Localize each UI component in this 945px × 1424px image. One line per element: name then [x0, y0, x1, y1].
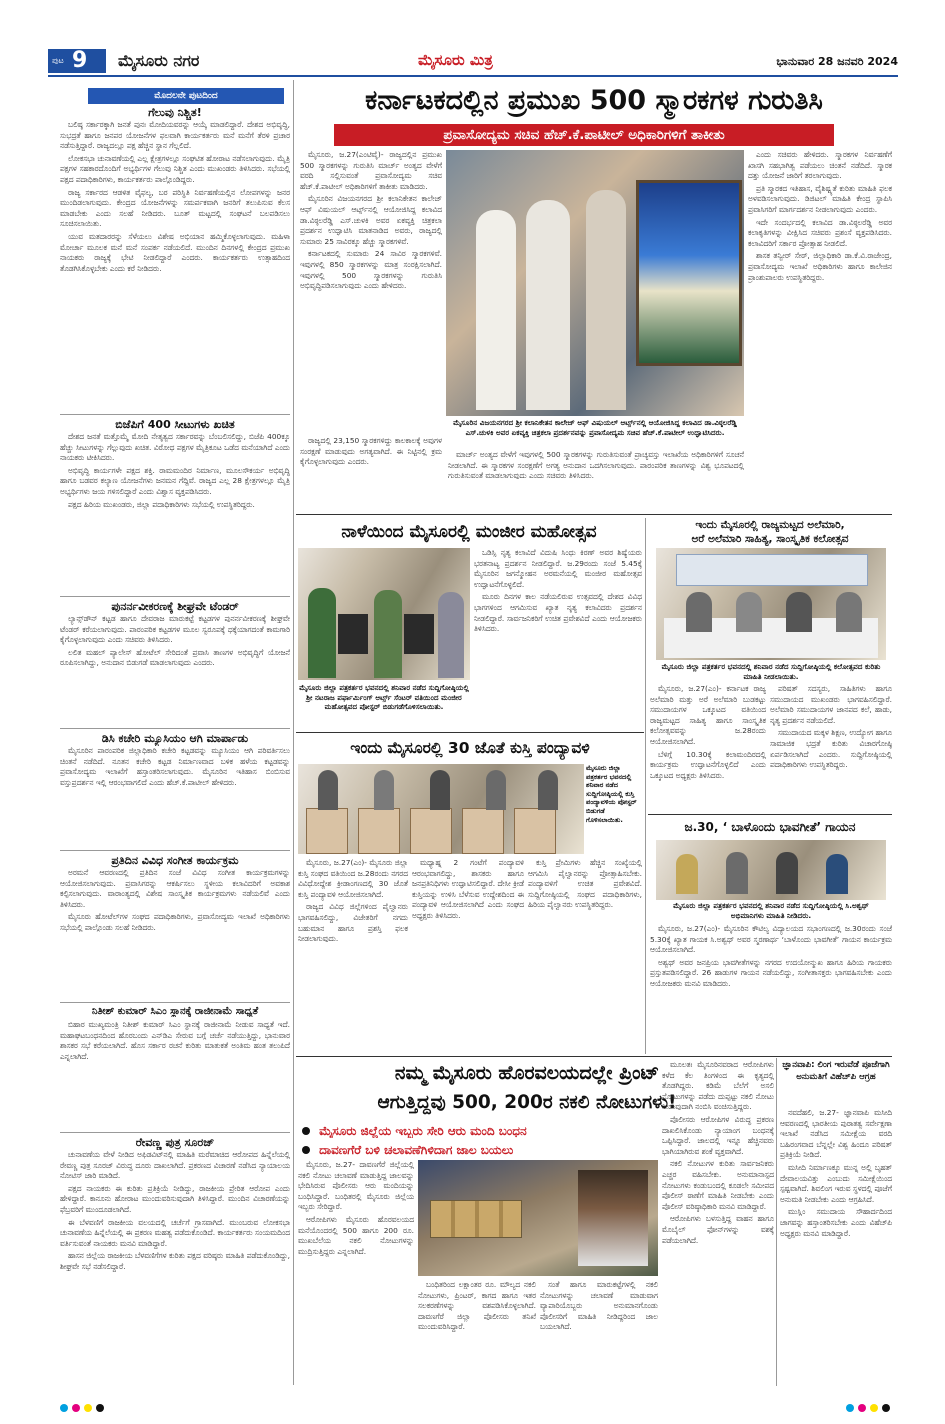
fake-notes-bullet2 [302, 1139, 658, 1157]
story-body: ಬಲಿಷ್ಠ ಸರ್ಕಾರಕ್ಕಾಗಿ ಜನತೆ ಪುನಃ ಮೋದಿಯವರನ್ನು ಆಯ್ಕೆ ಮಾಡಲಿದ್ದಾರೆ. ದೇಶದ ಅಭಿವೃದ್ಧಿ, ಸುಭದ್ರತೆ ಹಾಗೂ ಜನಪರ ಯೋಜನೆಗಳ ಫಲವಾಗಿ ಕಾರ್ಯಕರ್ತರು ಮನೆ ಮನೆಗೆ ತೆರಳಿ ಪ್ರಚಾರ ನಡೆಸುತ್ತಿದ್ದಾರೆ. ರಾಜ್ಯದಲ್ಲೂ ಪಕ್ಷ ಹೆಚ್ಚಿನ ಸ್ಥಾನ ಗೆಲ್ಲಲಿದೆ. ಲೋಕಸಭಾ ಚುನಾವಣೆಯಲ್ಲಿ ಎಲ್ಲ ಕ್ಷೇತ್ರಗಳಲ್ಲೂ ಸಂಘಟಿತ ಹೋರಾಟ ನಡೆಸಲಾಗುವುದು. ಮೈತ್ರಿ ಪಕ್ಷಗಳ ಸಹಕಾರದೊಂದಿಗೆ ಅಭ್ಯರ್ಥಿಗಳ ಗೆಲುವು ನಿಶ್ಚಿತ ಎಂದು ಮುಖಂಡರು ತಿಳಿಸಿದರು. ಸಭೆಯಲ್ಲಿ ಪಕ್ಷದ ಪದಾಧಿಕಾರಿಗಳು, ಕಾರ್ಯಕರ್ತರು ಪಾಲ್ಗೊಂಡಿದ್ದರು. ರಾಜ್ಯ ಸರ್ಕಾರದ ಆಡಳಿತ ವೈಫಲ್ಯ, ಬರ ಪರಿಸ್ಥಿತಿ ನಿರ್ವಹಣೆಯಲ್ಲಿನ ಲೋಪಗಳನ್ನು ಜನರ ಮುಂದಿಡಲಾಗುವುದು. ಕೇಂದ್ರದ ಯೋಜನೆಗಳನ್ನು ಸಮರ್ಪಕವಾಗಿ ಜನರಿಗೆ ತಲುಪಿಸುವ ಕೆಲಸ ಮಾಡಬೇಕು ಎಂದು ಸಲಹೆ ನೀಡಿದರು. ಬೂತ್ ಮಟ್ಟದಲ್ಲಿ ಸಂಘಟನೆ ಬಲಪಡಿಸಲು ಸೂಚಿಸಲಾಯಿತು. ಯುವ ಮತದಾರರನ್ನು ಸೆಳೆಯಲು ವಿಶೇಷ ಅಭಿಯಾನ ಹಮ್ಮಿಕೊಳ್ಳಲಾಗುವುದು. ಮಹಿಳಾ ಮೋರ್ಚಾ ಮೂಲಕ ಮನೆ ಮನೆ ಸಂಪರ್ಕ ನಡೆಯಲಿದೆ. ಮುಂದಿನ ದಿನಗಳಲ್ಲಿ ಕೇಂದ್ರದ ಪ್ರಮುಖ ನಾಯಕರು ರಾಜ್ಯಕ್ಕೆ ಭೇಟಿ ನೀಡಲಿದ್ದಾರೆ ಎಂದರು. ಕಾರ್ಯಕರ್ತರು ಉತ್ಸಾಹದಿಂದ ತೊಡಗಿಸಿಕೊಳ್ಳಬೇಕು ಎಂದು ಕರೆ ನೀಡಿದರು. [60, 120, 290, 273]
column-divider [645, 518, 646, 1054]
person-figure [374, 590, 402, 678]
bullet-text: ದಾವಣಗೆರೆ ಬಳಿ ಚಲಾವಣೆಗಿಳಿದಾಗ ಜಾಲ ಬಯಲು [319, 1143, 514, 1157]
person-figure [374, 770, 394, 810]
fake-notes-body-col1: ಮೈಸೂರು, ಜ.27- ದಾವಣಗೆರೆ ಜಿಲ್ಲೆಯಲ್ಲಿ ನಕಲಿ ನೋಟು ಚಲಾವಣೆ ಮಾಡುತ್ತಿದ್ದ ಜಾಲವನ್ನು ಭೇದಿಸಿರುವ ಪೊಲೀಸರು ಆರು ಮಂದಿಯನ್ನು ಬಂಧಿಸಿದ್ದಾರೆ. ಬಂಧಿತರಲ್ಲಿ ಮೈಸೂರು ಜಿಲ್ಲೆಯ ಇಬ್ಬರು ಸೇರಿದ್ದಾರೆ. ಆರೋಪಿಗಳು ಮೈಸೂರು ಹೊರವಲಯದ ಮನೆಯೊಂದರಲ್ಲಿ 500 ಹಾಗೂ 200 ರೂ. ಮುಖಬೆಲೆಯ ನಕಲಿ ನೋಟುಗಳನ್ನು ಮುದ್ರಿಸುತ್ತಿದ್ದರು ಎನ್ನಲಾಗಿದೆ. [298, 1160, 414, 1256]
accused-photo [578, 1170, 648, 1266]
alemari-body-col2: ಪರಿಷತ್ ಸದಸ್ಯರು, ಸಾಹಿತಿಗಳು ಹಾಗೂ ಸಮುದಾಯದ ಮುಖಂಡರು ಭಾಗವಹಿಸಲಿದ್ದಾರೆ. ಅಲೆಮಾರಿ ಸಮುದಾಯಗಳ ಜಾನಪದ ಕಲೆ, ಹಾಡು, ನೃತ್ಯ ಪ್ರದರ್ಶನ ನಡೆಯಲಿದೆ. ಸಮುದಾಯದ ಮಕ್ಕಳ ಶಿಕ್ಷಣ, ಉದ್ಯೋಗ ಹಾಗೂ ಸಾಮಾಜಿಕ ಭದ್ರತೆ ಕುರಿತು ವಿಚಾರಗೋಷ್ಠಿ ಏರ್ಪಡಿಸಲಾಗಿದೆ ಎಂದರು. ಸುದ್ದಿಗೋಷ್ಠಿಯಲ್ಲಿ ಪದಾಧಿಕಾರಿಗಳು ಉಪಸ್ಥಿತರಿದ್ದರು. [770, 684, 892, 770]
bhavageethe-caption: ಮೈಸೂರು ಜಿಲ್ಲಾ ಪತ್ರಕರ್ತರ ಭವನದಲ್ಲಿ ಶನಿವಾರ ನಡೆದ ಸುದ್ದಿಗೋಷ್ಠಿಯಲ್ಲಿ ಸಿ.ಅಶ್ವಥ್ ಅಭಿಮಾನಿಗಳು ಮಾಹಿತಿ ನೀಡಿದರು. [673, 901, 869, 920]
masthead [48, 47, 898, 77]
story-heading: ಡಿಸಿ ಕಚೇರಿ ಮ್ಯೂಸಿಯಂ ಆಗಿ ಮಾರ್ಪಾಡು [101, 732, 249, 745]
alemari-photo [656, 548, 886, 660]
person-figure [686, 592, 712, 632]
story-body: ಬಿಹಾರ ಮುಖ್ಯಮಂತ್ರಿ ನಿತೀಶ್ ಕುಮಾರ್ ಸಿಎಂ ಸ್ಥಾನಕ್ಕೆ ರಾಜೀನಾಮೆ ನೀಡುವ ಸಾಧ್ಯತೆ ಇದೆ. ಮಹಾಘಟಬಂಧನದಿಂದ ಹೊರಬಂದು ಎನ್‌ಡಿಎ ಸೇರುವ ಬಗ್ಗೆ ಚರ್ಚೆ ನಡೆಯುತ್ತಿದ್ದು, ಭಾನುವಾರ ಶಾಸಕರ ಸಭೆ ಕರೆಯಲಾಗಿದೆ. ಹೊಸ ಸರ್ಕಾರ ರಚನೆ ಕುರಿತು ಮಾತುಕತೆ ಅಂತಿಮ ಹಂತ ತಲುಪಿದೆ ಎನ್ನಲಾಗಿದೆ. [60, 1020, 290, 1061]
poster [462, 808, 504, 854]
story-heading: ಪುನರ್ನವೀಕರಣಕ್ಕೆ ಶೀಘ್ರವೇ ಟೆಂಡರ್ [111, 600, 239, 613]
person-figure [776, 852, 798, 894]
fake-notes-body-col4: ಮೂಲತಃ ಮೈಸೂರಿನವರಾದ ಆರೋಪಿಗಳು ಕಳೆದ ಕೆಲ ತಿಂಗಳಿಂದ ಈ ಕೃತ್ಯದಲ್ಲಿ ತೊಡಗಿದ್ದರು. ಕಡಿಮೆ ಬೆಲೆಗೆ ಅಸಲಿ ನೋಟುಗಳನ್ನು ಪಡೆದು ದುಪ್ಪಟ್ಟು ನಕಲಿ ನೋಟು ನೀಡುವುದಾಗಿ ನಂಬಿಸಿ ವಂಚಿಸುತ್ತಿದ್ದರು. ಪೊಲೀಸರು ಆರೋಪಿಗಳ ವಿರುದ್ಧ ಪ್ರಕರಣ ದಾಖಲಿಸಿಕೊಂಡು ನ್ಯಾಯಾಂಗ ಬಂಧನಕ್ಕೆ ಒಪ್ಪಿಸಿದ್ದಾರೆ. ಜಾಲದಲ್ಲಿ ಇನ್ನೂ ಹೆಚ್ಚಿನವರು ಭಾಗಿಯಾಗಿರುವ ಶಂಕೆ ವ್ಯಕ್ತವಾಗಿದೆ. ನಕಲಿ ನೋಟುಗಳ ಕುರಿತು ಸಾರ್ವಜನಿಕರು ಎಚ್ಚರ ವಹಿಸಬೇಕು. ಅನುಮಾನಾಸ್ಪದ ನೋಟುಗಳು ಕಂಡುಬಂದಲ್ಲಿ ಕೂಡಲೇ ಸಮೀಪದ ಪೊಲೀಸ್ ಠಾಣೆಗೆ ಮಾಹಿತಿ ನೀಡಬೇಕು ಎಂದು ಪೊಲೀಸ್ ವರಿಷ್ಠಾಧಿಕಾರಿ ಮನವಿ ಮಾಡಿದ್ದಾರೆ. ಆರೋಪಿಗಳು ಬಳಸುತ್ತಿದ್ದ ವಾಹನ ಹಾಗೂ ಮೊಬೈಲ್ ಫೋನ್‌ಗಳನ್ನು ವಶಕ್ಕೆ ಪಡೆಯಲಾಗಿದೆ. [662, 1060, 774, 1245]
lead-body-col1: ಮೈಸೂರು, ಜ.27(ಎಂಟಿವೈ)- ರಾಜ್ಯದಲ್ಲಿನ ಪ್ರಮುಖ 500 ಸ್ಮಾರಕಗಳನ್ನು ಗುರುತಿಸಿ ಮಾರ್ಚ್ ಅಂತ್ಯದ ವೇಳೆಗೆ ವರದಿ ಸಲ್ಲಿಸುವಂತೆ ಪ್ರವಾಸೋದ್ಯಮ ಸಚಿವ ಹೆಚ್.ಕೆ.ಪಾಟೀಲ್ ಅಧಿಕಾರಿಗಳಿಗೆ ತಾಕೀತು ಮಾಡಿದರು. ಮೈಸೂರಿನ ವಿಜಯನಗರದ ಶ್ರೀ ಕಲಾನಿಕೇತನ ಕಾಲೇಜ್ ಆಫ್ ವಿಷುಯಲ್ ಆರ್ಟ್ಸ್‌ನಲ್ಲಿ ಆಯೋಜಿಸಿದ್ದ ಕಲಾವಿದ ಡಾ.ವಿಠ್ಠಲರೆಡ್ಡಿ ಎಸ್.ಚುಳಕಿ ಅವರ ಏಕವ್ಯಕ್ತಿ ಚಿತ್ರಕಲಾ ಪ್ರದರ್ಶನ ಉದ್ಘಾಟಿಸಿ ಮಾತನಾಡಿದ ಅವರು, ರಾಜ್ಯದಲ್ಲಿ ಸುಮಾರು 25 ಸಾವಿರಕ್ಕೂ ಹೆಚ್ಚು ಸ್ಮಾರಕಗಳಿವೆ. ಕರ್ನಾಟಕದಲ್ಲಿ ಸುಮಾರು 24 ಸಾವಿರ ಸ್ಮಾರಕಗಳಿವೆ. ಇವುಗಳಲ್ಲಿ 850 ಸ್ಮಾರಕಗಳನ್ನು ಮಾತ್ರ ಸಂರಕ್ಷಿಸಲಾಗಿದೆ. ಇವುಗಳಲ್ಲಿ 500 ಸ್ಮಾರಕಗಳನ್ನು ಗುರುತಿಸಿ ಅಭಿವೃದ್ಧಿಪಡಿಸಲಾಗುವುದು ಎಂದು ಹೇಳಿದರು. [300, 150, 442, 291]
lead-subhead [334, 124, 834, 146]
fake-notes-headline-line2: ಆಗುತ್ತಿದ್ದವು 500, 200ರ ನಕಲಿ ನೋಟುಗಳು! [377, 1092, 677, 1113]
alemari-body-col1: ಮೈಸೂರು, ಜ.27(ಎಂ)- ಕರ್ನಾಟಕ ರಾಜ್ಯ ಅಲೆಮಾರಿ ಮತ್ತು ಅರೆ ಅಲೆಮಾರಿ ಬುಡಕಟ್ಟು ಸಮುದಾಯಗಳ ಒಕ್ಕೂಟದ ವತಿಯಿಂದ ರಾಜ್ಯಮಟ್ಟದ ಸಾಹಿತ್ಯ ಹಾಗೂ ಸಾಂಸ್ಕೃತಿಕ ಕಲೋತ್ಸವವನ್ನು ಜ.28ರಂದು ಆಯೋಜಿಸಲಾಗಿದೆ. ಬೆಳಿಗ್ಗೆ 10.30ಕ್ಕೆ ಕಲಾಮಂದಿರದಲ್ಲಿ ಕಾರ್ಯಕ್ರಮ ಉದ್ಘಾಟನೆಗೊಳ್ಳಲಿದೆ ಎಂದು ಒಕ್ಕೂಟದ ಅಧ್ಯಕ್ಷರು ತಿಳಿಸಿದರು. [650, 684, 766, 780]
poster [514, 808, 556, 854]
divider [60, 850, 290, 851]
person-figure [836, 592, 862, 632]
gyanvapi-body: ನವದೆಹಲಿ, ಜ.27- ಜ್ಞಾನವಾಪಿ ಮಸೀದಿ ಆವರಣದಲ್ಲಿ ಭಾರತೀಯ ಪುರಾತತ್ವ ಸರ್ವೇಕ್ಷಣಾ ಇಲಾಖೆ ನಡೆಸಿದ ಸಮೀಕ್ಷೆಯ ವರದಿ ಬಹಿರಂಗವಾದ ಬೆನ್ನಲ್ಲೇ ವಿಶ್ವ ಹಿಂದೂ ಪರಿಷತ್ ಪ್ರತಿಕ್ರಿಯೆ ನೀಡಿದೆ. ಮಸೀದಿ ನಿರ್ಮಾಣಕ್ಕೂ ಮುನ್ನ ಅಲ್ಲಿ ಬೃಹತ್ ದೇವಾಲಯವಿತ್ತು ಎಂಬುದು ಸಮೀಕ್ಷೆಯಿಂದ ಸ್ಪಷ್ಟವಾಗಿದೆ. ಶಿವಲಿಂಗ ಇರುವ ಸ್ಥಳದಲ್ಲಿ ಪೂಜೆಗೆ ಅನುಮತಿ ನೀಡಬೇಕು ಎಂದು ಆಗ್ರಹಿಸಿದೆ. ಮುಸ್ಲಿಂ ಸಮುದಾಯ ಸೌಹಾರ್ದದಿಂದ ಜಾಗವನ್ನು ಹಸ್ತಾಂತರಿಸಬೇಕು ಎಂದು ವಿಹೆಚ್‌ಪಿ ಅಧ್ಯಕ್ಷರು ಮನವಿ ಮಾಡಿದ್ದಾರೆ. [780, 1108, 892, 1238]
alemari-headline-line2: ಅರೆ ಅಲೆಮಾರಿ ಸಾಹಿತ್ಯ, ಸಾಂಸ್ಕೃತಿಕ ಕಲೋತ್ಸವ [691, 533, 849, 545]
left-banner [88, 88, 284, 104]
poster [306, 808, 348, 854]
page-number-badge [48, 49, 106, 73]
person-figure [736, 592, 762, 632]
kusti-photo [298, 764, 584, 854]
kusti-body-col3: ಕುಸ್ತಿ ಪ್ರೇಮಿಗಳು ಹೆಚ್ಚಿನ ಸಂಖ್ಯೆಯಲ್ಲಿ ಆಗಮಿಸಿ ಪೈಲ್ವಾನರನ್ನು ಪ್ರೋತ್ಸಾಹಿಸಬೇಕು. ಪಂದ್ಯಾವಳಿಗೆ ಉಚಿತ ಪ್ರವೇಶವಿದೆ. ಸುದ್ದಿಗೋಷ್ಠಿಯಲ್ಲಿ ಸಂಘದ ಪದಾಧಿಕಾರಿಗಳು, ಹಿರಿಯ ಪೈಲ್ವಾನರು ಉಪಸ್ಥಿತರಿದ್ದರು. [528, 858, 642, 910]
bullet-icon [302, 1146, 310, 1154]
kusti-body-col2: ಮಧ್ಯಾಹ್ನ 2 ಗಂಟೆಗೆ ಪಂದ್ಯಾವಳಿ ಆರಂಭವಾಗಲಿದ್ದು, ಶಾಸಕರು ಹಾಗೂ ಜನಪ್ರತಿನಿಧಿಗಳು ಉದ್ಘಾಟಿಸಲಿದ್ದಾರೆ. ದೇಸೀ ಕ್ರೀಡೆ ಕುಸ್ತಿಯನ್ನು ಉಳಿಸಿ ಬೆಳೆಸುವ ಉದ್ದೇಶದಿಂದ ಈ ಪಂದ್ಯಾವಳಿ ಆಯೋಜಿಸಲಾಗಿದೆ ಎಂದು ಸಂಘದ ಅಧ್ಯಕ್ಷರು ತಿಳಿಸಿದರು. [412, 858, 524, 920]
registration-dot [858, 1404, 866, 1412]
banner [676, 554, 868, 586]
poster [358, 808, 400, 854]
registration-dot [846, 1404, 854, 1412]
person-figure [586, 190, 626, 410]
fake-notes-body-col2: ಬಂಧಿತರಿಂದ ಲಕ್ಷಾಂತರ ರೂ. ಮೌಲ್ಯದ ನಕಲಿ ನೋಟುಗಳು, ಪ್ರಿಂಟರ್, ಕಾಗದ ಹಾಗೂ ಇತರ ಸಲಕರಣೆಗಳನ್ನು ವಶಪಡಿಸಿಕೊಳ್ಳಲಾಗಿದೆ. ದಾವಣಗೆರೆ ಜಿಲ್ಲಾ ಪೊಲೀಸರು ತನಿಖೆ ಮುಂದುವರಿಸಿದ್ದಾರೆ. [418, 1280, 536, 1332]
registration-dot [96, 1404, 104, 1412]
fake-notes-photo [418, 1160, 658, 1276]
story-heading: ಗೆಲುವು ನಿಶ್ಚಿತ! [148, 106, 202, 119]
story-heading: ರೇವಣ್ಣ ಪುತ್ರ ಸೂರಜ್ [135, 1136, 215, 1149]
registration-dot [882, 1404, 890, 1412]
lead-subhead-text: ಪ್ರವಾಸೋದ್ಯಮ ಸಚಿವ ಹೆಚ್.ಕೆ.ಪಾಟೀಲ್ ಅಧಿಕಾರಿಗಳಿಗೆ ತಾಕೀತು [443, 127, 725, 143]
person-figure [676, 854, 698, 894]
currency-notes [430, 1200, 522, 1238]
story-body: ದೇಶದ ಜನತೆ ಮತ್ತೊಮ್ಮೆ ಮೋದಿ ನೇತೃತ್ವದ ಸರ್ಕಾರವನ್ನು ಬೆಂಬಲಿಸಲಿದ್ದು, ಬಿಜೆಪಿ 400ಕ್ಕೂ ಹೆಚ್ಚು ಸೀಟುಗಳನ್ನು ಗೆಲ್ಲುವುದು ಖಚಿತ. ವಿರೋಧ ಪಕ್ಷಗಳ ಮೈತ್ರಿಕೂಟ ಒಡೆದ ಮನೆಯಾಗಿದೆ ಎಂದು ನಾಯಕರು ಟೀಕಿಸಿದರು. ಅಭಿವೃದ್ಧಿ ಕಾರ್ಯಗಳೇ ಪಕ್ಷದ ಶಕ್ತಿ. ರಾಮಮಂದಿರ ನಿರ್ಮಾಣ, ಮೂಲಸೌಕರ್ಯ ಅಭಿವೃದ್ಧಿ ಹಾಗೂ ಬಡವರ ಕಲ್ಯಾಣ ಯೋಜನೆಗಳು ಜನಮನ ಗೆದ್ದಿವೆ. ರಾಜ್ಯದ ಎಲ್ಲ 28 ಕ್ಷೇತ್ರಗಳಲ್ಲೂ ಮೈತ್ರಿ ಅಭ್ಯರ್ಥಿಗಳು ಜಯ ಗಳಿಸಲಿದ್ದಾರೆ ಎಂದು ವಿಶ್ವಾಸ ವ್ಯಕ್ತಪಡಿಸಿದರು. ಪಕ್ಷದ ಹಿರಿಯ ಮುಖಂಡರು, ಜಿಲ್ಲಾ ಪದಾಧಿಕಾರಿಗಳು ಸಭೆಯಲ್ಲಿ ಉಪಸ್ಥಿತರಿದ್ದರು. [60, 432, 290, 509]
divider [60, 596, 290, 597]
manjira-photo [298, 548, 470, 680]
person-figure [476, 210, 516, 410]
lead-body-col1b: ರಾಜ್ಯದಲ್ಲಿ 23,150 ಸ್ಮಾರಕಗಳಿದ್ದು ಕಾಲಕಾಲಕ್ಕೆ ಅವುಗಳ ಸಂರಕ್ಷಣೆ ಮಾಡುವುದು ಅಗತ್ಯವಾಗಿದೆ. ಈ ನಿಟ್ಟಿನಲ್ಲಿ ಕ್ರಮ ಕೈಗೊಳ್ಳಲಾಗುವುದು ಎಂದರು. [300, 436, 442, 467]
story-heading: ಪ್ರತಿದಿನ ವಿವಿಧ ಸಂಗೀತ ಕಾರ್ಯಕ್ರಮ [111, 854, 239, 867]
story-heading: ಬಿಜೆಪಿಗೆ 400 ಸೀಟುಗಳು ಖಚಿತ [115, 418, 235, 431]
lead-headline-text: ಕರ್ನಾಟಕದಲ್ಲಿನ ಪ್ರಮುಖ 500 ಸ್ಮಾರಕಗಳ ಗುರುತಿಸಿ [365, 85, 823, 116]
divider [296, 732, 644, 733]
person-figure [318, 770, 338, 810]
person-figure [826, 854, 848, 894]
story-body: ಚುನಾವಣೆಯ ವೇಳೆ ನೀಡಿದ ಅಫಿಡವಿಟ್‌ನಲ್ಲಿ ಮಾಹಿತಿ ಮರೆಮಾಚಿದ ಆರೋಪದ ಹಿನ್ನೆಲೆಯಲ್ಲಿ ರೇವಣ್ಣ ಪುತ್ರ ಸೂರಜ್ ವಿರುದ್ಧ ದೂರು ದಾಖಲಾಗಿದೆ. ಪ್ರಕರಣದ ವಿಚಾರಣೆ ನಡೆಸಿದ ನ್ಯಾಯಾಲಯ ನೋಟಿಸ್ ಜಾರಿ ಮಾಡಿದೆ. ಪಕ್ಷದ ನಾಯಕರು ಈ ಕುರಿತು ಪ್ರತಿಕ್ರಿಯೆ ನೀಡಿದ್ದು, ರಾಜಕೀಯ ಪ್ರೇರಿತ ಆರೋಪ ಎಂದು ಹೇಳಿದ್ದಾರೆ. ಕಾನೂನು ಹೋರಾಟ ಮುಂದುವರಿಸುವುದಾಗಿ ತಿಳಿಸಿದ್ದಾರೆ. ಮುಂದಿನ ವಿಚಾರಣೆಯನ್ನು ಫೆಬ್ರವರಿಗೆ ಮುಂದೂಡಲಾಗಿದೆ. ಈ ಬೆಳವಣಿಗೆ ರಾಜಕೀಯ ವಲಯದಲ್ಲಿ ಚರ್ಚೆಗೆ ಗ್ರಾಸವಾಗಿದೆ. ಮುಂಬರುವ ಲೋಕಸಭಾ ಚುನಾವಣೆಯ ಹಿನ್ನೆಲೆಯಲ್ಲಿ ಈ ಪ್ರಕರಣ ಮಹತ್ವ ಪಡೆದುಕೊಂಡಿದೆ. ಕಾರ್ಯಕರ್ತರು ಸಂಯಮದಿಂದ ವರ್ತಿಸುವಂತೆ ನಾಯಕರು ಮನವಿ ಮಾಡಿದ್ದಾರೆ. ಹಾಸನ ಜಿಲ್ಲೆಯ ರಾಜಕೀಯ ಬೆಳವಣಿಗೆಗಳ ಕುರಿತು ಪಕ್ಷದ ವರಿಷ್ಠರು ಮಾಹಿತಿ ಪಡೆದುಕೊಂಡಿದ್ದು, ಶೀಘ್ರವೇ ಸಭೆ ನಡೆಸಲಿದ್ದಾರೆ. [60, 1150, 290, 1271]
person-figure [438, 592, 464, 678]
divider [60, 728, 290, 729]
bullet-text: ಮೈಸೂರು ಜಿಲ್ಲೆಯ ಇಬ್ಬರು ಸೇರಿ ಆರು ಮಂದಿ ಬಂಧನ [319, 1124, 527, 1138]
page-label: ಪುಟ [52, 56, 64, 65]
registration-dot [84, 1404, 92, 1412]
person-figure [786, 592, 812, 632]
divider [648, 814, 892, 815]
divider [60, 1132, 290, 1133]
fake-notes-body-col3: ಸಂತೆ ಹಾಗೂ ಮಾರುಕಟ್ಟೆಗಳಲ್ಲಿ ನಕಲಿ ನೋಟುಗಳನ್ನು ಚಲಾವಣೆ ಮಾಡುವಾಗ ವ್ಯಾಪಾರಿಯೊಬ್ಬರು ಅನುಮಾನಗೊಂಡು ಪೊಲೀಸರಿಗೆ ಮಾಹಿತಿ ನೀಡಿದ್ದರಿಂದ ಜಾಲ ಬಯಲಾಗಿದೆ. [540, 1280, 658, 1332]
manjira-body: ಒಡಿಸ್ಸಿ ನೃತ್ಯ ಕಲಾವಿದೆ ವಿದುಷಿ ಸಿಂಧು ಕಿರಣ್ ಅವರ ಶಿಷ್ಯೆಯರು ಭರತನಾಟ್ಯ ಪ್ರದರ್ಶನ ನೀಡಲಿದ್ದಾರೆ. ಜ.29ರಂದು ಸಂಜೆ 5.45ಕ್ಕೆ ಮೈಸೂರಿನ ಜಗನ್ಮೋಹನ ಅರಮನೆಯಲ್ಲಿ ಮಂಜೀರ ಮಹೋತ್ಸವ ಉದ್ಘಾಟನೆಗೊಳ್ಳಲಿದೆ. ಮೂರು ದಿನಗಳ ಕಾಲ ನಡೆಯಲಿರುವ ಉತ್ಸವದಲ್ಲಿ ದೇಶದ ವಿವಿಧ ಭಾಗಗಳಿಂದ ಆಗಮಿಸುವ ಖ್ಯಾತ ನೃತ್ಯ ಕಲಾವಿದರು ಪ್ರದರ್ಶನ ನೀಡಲಿದ್ದಾರೆ. ಸಾರ್ವಜನಿಕರಿಗೆ ಉಚಿತ ಪ್ರವೇಶವಿದೆ ಎಂದು ಆಯೋಜಕರು ತಿಳಿಸಿದರು. [474, 548, 642, 634]
alemari-caption: ಮೈಸೂರು ಜಿಲ್ಲಾ ಪತ್ರಕರ್ತರ ಭವನದಲ್ಲಿ ಶನಿವಾರ ನಡೆದ ಸುದ್ದಿಗೋಷ್ಠಿಯಲ್ಲಿ ಕಲೋತ್ಸವದ ಕುರಿತು ಮಾಹಿತಿ ನೀಡಲಾಯಿತು. [661, 662, 881, 681]
lead-photo [446, 150, 744, 416]
person-figure [308, 588, 336, 678]
registration-dot [72, 1404, 80, 1412]
paper-name: ಮೈಸೂರು ಮಿತ್ರ [418, 51, 493, 69]
poster [338, 614, 368, 654]
kusti-body-col1: ಮೈಸೂರು, ಜ.27(ಎಂ)- ಮೈಸೂರು ಜಿಲ್ಲಾ ಕುಸ್ತಿ ಸಂಘದ ವತಿಯಿಂದ ಜ.28ರಂದು ನಗರದ ವಿವಿಧೋದ್ದೇಶ ಕ್ರೀಡಾಂಗಣದಲ್ಲಿ 30 ಜೊತೆ ಕುಸ್ತಿ ಪಂದ್ಯಾವಳಿ ಆಯೋಜಿಸಲಾಗಿದೆ. ರಾಜ್ಯದ ವಿವಿಧ ಜಿಲ್ಲೆಗಳಿಂದ ಪೈಲ್ವಾನರು ಭಾಗವಹಿಸಲಿದ್ದು, ವಿಜೇತರಿಗೆ ನಗದು ಬಹುಮಾನ ಹಾಗೂ ಪ್ರಶಸ್ತಿ ಫಲಕ ನೀಡಲಾಗುವುದು. [298, 858, 408, 944]
story-heading: ನಿತೀಶ್ ಕುಮಾರ್ ಸಿಎಂ ಸ್ಥಾನಕ್ಕೆ ರಾಜೀನಾಮೆ ಸಾಧ್ಯತೆ [91, 1006, 259, 1017]
divider [60, 414, 290, 415]
fake-notes-bullet1 [302, 1120, 658, 1138]
lead-body-col-right: ಎಂದು ಸಚಿವರು ಹೇಳಿದರು. ಸ್ಮಾರಕಗಳ ನಿರ್ವಹಣೆಗೆ ಖಾಸಗಿ ಸಹಭಾಗಿತ್ವ ಪಡೆಯಲು ಚಿಂತನೆ ನಡೆದಿದೆ. ಸ್ಮಾರಕ ದತ್ತು ಯೋಜನೆ ಜಾರಿಗೆ ತರಲಾಗುವುದು. ಪ್ರತಿ ಸ್ಮಾರಕದ ಇತಿಹಾಸ, ವೈಶಿಷ್ಟ್ಯತೆ ಕುರಿತು ಮಾಹಿತಿ ಫಲಕ ಅಳವಡಿಸಲಾಗುವುದು. ಡಿಜಿಟಲ್ ಮಾಹಿತಿ ಕೇಂದ್ರ ಸ್ಥಾಪಿಸಿ ಪ್ರವಾಸಿಗರಿಗೆ ಮಾರ್ಗದರ್ಶನ ನೀಡಲಾಗುವುದು ಎಂದರು. ಇದೇ ಸಂದರ್ಭದಲ್ಲಿ ಕಲಾವಿದ ಡಾ.ವಿಠ್ಠಲರೆಡ್ಡಿ ಅವರ ಕಲಾಕೃತಿಗಳನ್ನು ವೀಕ್ಷಿಸಿದ ಸಚಿವರು ಪ್ರಶಂಸೆ ವ್ಯಕ್ತಪಡಿಸಿದರು. ಕಲಾವಿದರಿಗೆ ಸರ್ಕಾರ ಪ್ರೋತ್ಸಾಹ ನೀಡಲಿದೆ. ಶಾಸಕ ತನ್ವೀರ್ ಸೇಠ್, ಜಿಲ್ಲಾಧಿಕಾರಿ ಡಾ.ಕೆ.ವಿ.ರಾಜೇಂದ್ರ, ಪ್ರವಾಸೋದ್ಯಮ ಇಲಾಖೆ ಅಧಿಕಾರಿಗಳು ಹಾಗೂ ಕಾಲೇಜಿನ ಪ್ರಾಂಶುಪಾಲರು ಉಪಸ್ಥಿತರಿದ್ದರು. [748, 150, 892, 282]
column-divider [293, 80, 294, 1385]
person-figure [526, 200, 570, 410]
manjira-body-bottom [298, 722, 642, 732]
kusti-side-caption: ಮೈಸೂರು ಜಿಲ್ಲಾ ಪತ್ರಕರ್ತರ ಭವನದಲ್ಲಿ ಶನಿವಾರ ನಡೆದ ಸುದ್ದಿಗೋಷ್ಠಿಯಲ್ಲಿ ಕುಸ್ತಿ ಪಂದ್ಯಾವಳಿಯ ಪೋಸ್ಟರ್ ಬಿಡುಗಡೆ ಗೊಳಿಸಲಾಯಿತು. [586, 764, 637, 824]
poster [410, 808, 452, 854]
gyanvapi-heading-text: ಜ್ಞಾನವಾಪಿ: ಲಿಂಗ ಇರುವೆಡೆ ಪೂಜೆಗಾಗಿ ಅನುಮತಿಗೆ ವಿಹೆಚ್‌ಪಿ ಆಗ್ರಹ [782, 1060, 890, 1082]
registration-dot [60, 1404, 68, 1412]
lead-headline [296, 80, 892, 122]
fake-notes-headline-line1: ನಮ್ಮ ಮೈಸೂರು ಹೊರವಲಯದಲ್ಲೇ ಪ್ರಿಂಟ್ [394, 1062, 660, 1084]
left-banner-label: ಮೊದಲನೇ ಪುಟದಿಂದ [154, 91, 218, 101]
manjira-headline: ನಾಳೆಯಿಂದ ಮೈಸೂರಲ್ಲಿ ಮಂಜೀರ ಮಹೋತ್ಸವ [341, 522, 597, 542]
divider [296, 1056, 892, 1057]
person-figure [538, 770, 558, 810]
kusti-headline: ಇಂದು ಮೈಸೂರಲ್ಲಿ 30 ಜೊತೆ ಕುಸ್ತಿ ಪಂದ್ಯಾವಳಿ [350, 739, 590, 757]
column-divider [776, 1058, 777, 1386]
story-body: ಮೈಸೂರಿನ ಪಾರಂಪರಿಕ ಜಿಲ್ಲಾಧಿಕಾರಿ ಕಚೇರಿ ಕಟ್ಟಡವನ್ನು ಮ್ಯೂಸಿಯಂ ಆಗಿ ಪರಿವರ್ತಿಸಲು ಚಿಂತನೆ ನಡೆದಿದೆ. ನೂತನ ಕಚೇರಿ ಕಟ್ಟಡ ನಿರ್ಮಾಣವಾದ ಬಳಿಕ ಹಳೆಯ ಕಟ್ಟಡವನ್ನು ಪ್ರವಾಸೋದ್ಯಮ ಇಲಾಖೆಗೆ ಹಸ್ತಾಂತರಿಸಲಾಗುವುದು. ಮೈಸೂರಿನ ಇತಿಹಾಸ ಬಿಂಬಿಸುವ ವಸ್ತುಪ್ರದರ್ಶನ ಇಲ್ಲಿ ಆರಂಭವಾಗಲಿದೆ ಎಂದು ಹೆಚ್.ಕೆ.ಪಾಟೀಲ್ ಹೇಳಿದರು. [60, 746, 290, 787]
bhavageethe-headline: ಜ.30, ‘ ಬಾಳೊಂದು ಭಾವಗೀತೆ’ ಗಾಯನ [684, 820, 856, 834]
person-figure [430, 770, 450, 810]
story-body: ಅರಮನೆ ಆವರಣದಲ್ಲಿ ಪ್ರತಿದಿನ ಸಂಜೆ ವಿವಿಧ ಸಂಗೀತ ಕಾರ್ಯಕ್ರಮಗಳನ್ನು ಆಯೋಜಿಸಲಾಗುವುದು. ಪ್ರವಾಸಿಗರನ್ನು ಆಕರ್ಷಿಸಲು ಸ್ಥಳೀಯ ಕಲಾವಿದರಿಗೆ ಅವಕಾಶ ಕಲ್ಪಿಸಲಾಗುವುದು. ವಾರಾಂತ್ಯದಲ್ಲಿ ವಿಶೇಷ ಸಾಂಸ್ಕೃತಿಕ ಕಾರ್ಯಕ್ರಮಗಳು ನಡೆಯಲಿವೆ ಎಂದು ತಿಳಿಸಿದರು. ಮೈಸೂರು ಹೋಟೆಲ್‌ಗಳ ಸಂಘದ ಪದಾಧಿಕಾರಿಗಳು, ಪ್ರವಾಸೋದ್ಯಮ ಇಲಾಖೆ ಅಧಿಕಾರಿಗಳು ಸಭೆಯಲ್ಲಿ ಪಾಲ್ಗೊಂಡು ಸಲಹೆ ನೀಡಿದರು. [60, 868, 290, 932]
story-body: ಲ್ಯಾನ್ಸ್‌ಡೌನ್ ಕಟ್ಟಡ ಹಾಗೂ ದೇವರಾಜ ಮಾರುಕಟ್ಟೆ ಕಟ್ಟಡಗಳ ಪುನರ್ನವೀಕರಣಕ್ಕೆ ಶೀಘ್ರವೇ ಟೆಂಡರ್ ಕರೆಯಲಾಗುವುದು. ಪಾರಂಪರಿಕ ಕಟ್ಟಡಗಳ ಮೂಲ ಸ್ವರೂಪಕ್ಕೆ ಧಕ್ಕೆಯಾಗದಂತೆ ಕಾಮಗಾರಿ ಕೈಗೊಳ್ಳಲಾಗುವುದು ಎಂದು ಸಚಿವರು ತಿಳಿಸಿದರು. ಲಲಿತ ಮಹಲ್ ಪ್ಯಾಲೇಸ್ ಹೋಟೆಲ್ ಸೇರಿದಂತೆ ಪ್ರವಾಸಿ ತಾಣಗಳ ಅಭಿವೃದ್ಧಿಗೆ ಯೋಜನೆ ರೂಪಿಸಲಾಗಿದ್ದು, ಅನುದಾನ ಬಿಡುಗಡೆ ಮಾಡಲಾಗುವುದು ಎಂದರು. [60, 614, 290, 668]
lead-photo-caption: ಮೈಸೂರಿನ ವಿಜಯನಗರದ ಶ್ರೀ ಕಲಾನಿಕೇತನ ಕಾಲೇಜ್ ಆಫ್ ವಿಷುಯಲ್ ಆರ್ಟ್ಸ್‌ನಲ್ಲಿ ಆಯೋಜಿಸಿದ್ದ ಕಲಾವಿದ ಡಾ.ವಿಠ್ಠಲರೆಡ್ಡಿ ಎಸ್.ಚುಳಕಿ ಅವರ ಏಕವ್ಯಕ್ತಿ ಚಿತ್ರಕಲಾ ಪ್ರದರ್ಶನವನ್ನು ಪ್ರವಾಸೋದ್ಯಮ ಸಚಿವ ಹೆಚ್.ಕೆ.ಪಾಟೀಲ್ ಉದ್ಘಾಟಿಸಿದರು. [453, 418, 737, 437]
person-figure [726, 852, 748, 894]
poster [404, 614, 434, 654]
bhavageethe-photo [656, 840, 886, 900]
manjira-caption: ಮೈಸೂರು ಜಿಲ್ಲಾ ಪತ್ರಕರ್ತರ ಭವನದಲ್ಲಿ ಶನಿವಾರ ನಡೆದ ಸುದ್ದಿಗೋಷ್ಠಿಯಲ್ಲಿ ಶ್ರೀ ನಟರಾಜ ಪರ್ಫಾರ್ಮಿಂಗ್ ಆರ್ಟ್ಸ್ ಸೆಂಟರ್ ವತಿಯಿಂದ ಮಂಜೀರ ಮಹೋತ್ಸವದ ಪೋಸ್ಟರ್ ಬಿಡುಗಡೆಗೊಳಿಸಲಾಯಿತು. [299, 683, 469, 711]
section-title: ಮೈಸೂರು ನಗರ [118, 51, 200, 70]
bullet-icon [302, 1127, 310, 1135]
bhavageethe-body: ಮೈಸೂರು, ಜ.27(ಎಂ)- ಮೈಸೂರಿನ ಕೌಟಿಲ್ಯ ವಿದ್ಯಾಲಯದ ಸಭಾಂಗಣದಲ್ಲಿ ಜ.30ರಂದು ಸಂಜೆ 5.30ಕ್ಕೆ ಖ್ಯಾತ ಗಾಯಕ ಸಿ.ಅಶ್ವಥ್ ಅವರ ಸ್ಮರಣಾರ್ಥ ‘ಬಾಳೊಂದು ಭಾವಗೀತೆ’ ಗಾಯನ ಕಾರ್ಯಕ್ರಮ ಆಯೋಜಿಸಲಾಗಿದೆ. ಅಶ್ವಥ್ ಅವರ ಜನಪ್ರಿಯ ಭಾವಗೀತೆಗಳನ್ನು ನಗರದ ಉದಯೋನ್ಮುಖ ಹಾಗೂ ಹಿರಿಯ ಗಾಯಕರು ಪ್ರಸ್ತುತಪಡಿಸಲಿದ್ದಾರೆ. 26 ಹಾಡುಗಳ ಗಾಯನ ನಡೆಯಲಿದ್ದು, ಸಂಗೀತಾಸಕ್ತರು ಭಾಗವಹಿಸಬೇಕು ಎಂದು ಆಯೋಜಕರು ಮನವಿ ಮಾಡಿದರು. [650, 924, 892, 988]
divider [296, 514, 892, 515]
divider [60, 1002, 290, 1003]
painting [636, 180, 742, 366]
gyanvapi-heading [780, 1060, 892, 1106]
person-figure [486, 770, 506, 810]
page-number: 9 [72, 48, 88, 73]
lead-body-bottom: ಮಾರ್ಚ್ ಅಂತ್ಯದ ವೇಳೆಗೆ ಇವುಗಳಲ್ಲಿ 500 ಸ್ಮಾರಕಗಳನ್ನು ಗುರುತಿಸುವಂತೆ ಪ್ರಾಚ್ಯವಸ್ತು ಇಲಾಖೆಯ ಅಧಿಕಾರಿಗಳಿಗೆ ಸೂಚನೆ ನೀಡಲಾಗಿದೆ. ಈ ಸ್ಮಾರಕಗಳ ಸಂರಕ್ಷಣೆಗೆ ಅಗತ್ಯ ಅನುದಾನ ಒದಗಿಸಲಾಗುವುದು. ಪಾರಂಪರಿಕ ತಾಣಗಳನ್ನು ವಿಶ್ವ ಭೂಪಟದಲ್ಲಿ ಗುರುತಿಸುವಂತೆ ಮಾಡಲಾಗುವುದು ಎಂದು ಸಚಿವರು ತಿಳಿಸಿದರು. [448, 450, 744, 481]
alemari-headline-line1: ಇಂದು ಮೈಸೂರಲ್ಲಿ ರಾಜ್ಯಮಟ್ಟದ ಅಲೆಮಾರಿ, [695, 519, 845, 531]
issue-date: ಭಾನುವಾರ 28 ಜನವರಿ 2024 [776, 55, 898, 68]
registration-dot [870, 1404, 878, 1412]
